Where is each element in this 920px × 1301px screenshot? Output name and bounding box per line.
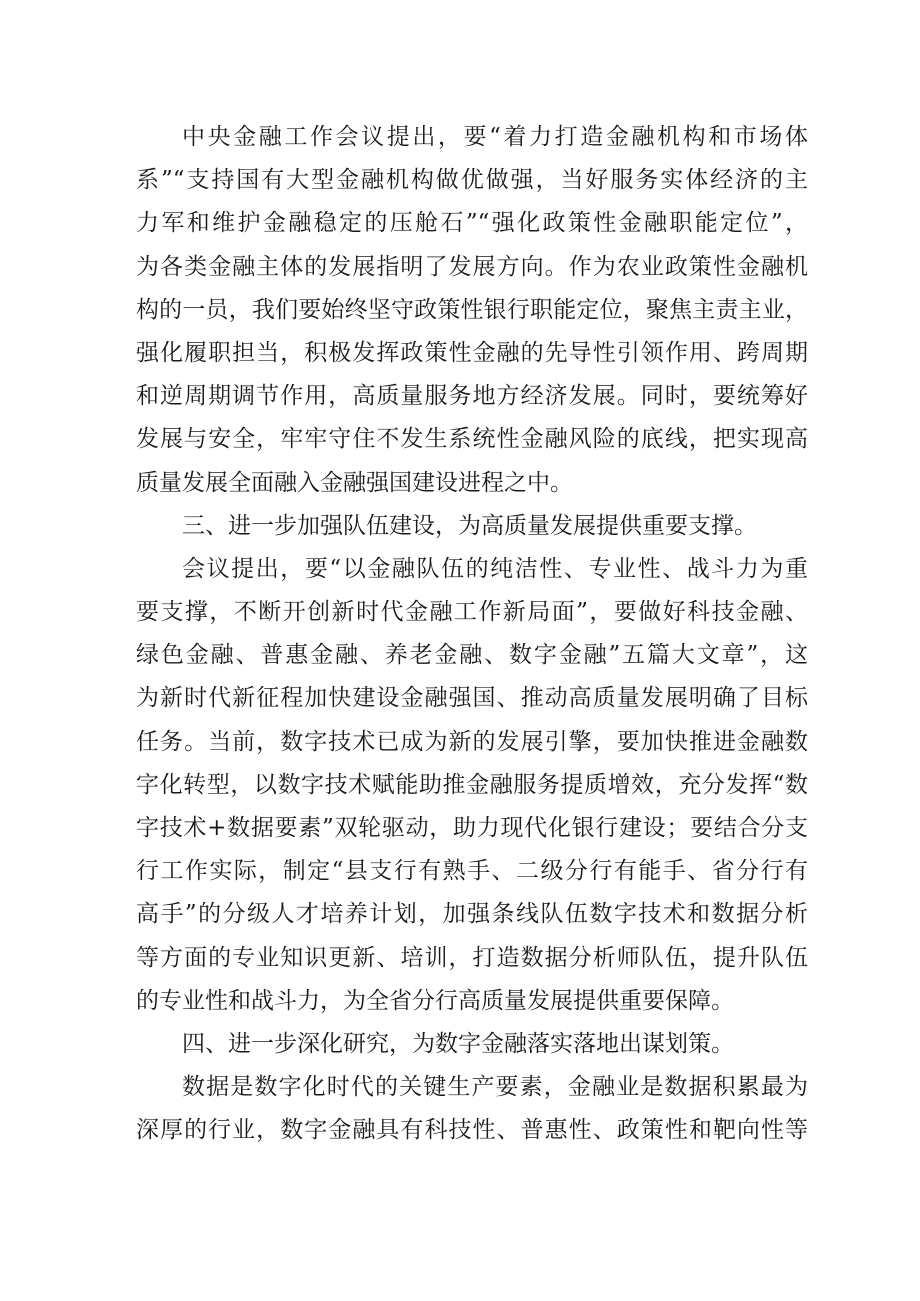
text-line: 质量发展全面融入金融强国建设进程之中。 bbox=[136, 469, 573, 496]
paragraph-data-research bbox=[136, 1066, 808, 1152]
text-line: 深厚的行业，数字金融具有科技性、普惠性、政策性和靶向性等 bbox=[136, 1117, 808, 1144]
text-line: 绿色金融、普惠金融、养老金融、数字金融”五篇大文章”，这 bbox=[136, 642, 808, 669]
paragraph-conference-proposal bbox=[136, 116, 808, 505]
text-line: 中央金融工作会议提出，要“着力打造金融机构和市场体 bbox=[182, 124, 808, 150]
text-line: 力军和维护金融稳定的压舱石”“强化政策性金融职能定位”， bbox=[136, 210, 808, 237]
heading-line: 三、进一步加强队伍建设，为高质量发展提供重要支撑。 bbox=[182, 512, 757, 539]
section-heading-three bbox=[136, 505, 808, 548]
text-line: 强化履职担当，积极发挥政策性金融的先导性引领作用、跨周期 bbox=[136, 339, 808, 366]
text-line: 行工作实际，制定“县支行有熟手、二级分行有能手、省分行有 bbox=[136, 858, 808, 885]
section-heading-four bbox=[136, 1023, 808, 1066]
text-line: 为各类金融主体的发展指明了发展方向。作为农业政策性金融机 bbox=[136, 253, 808, 280]
text-line: 任务。当前，数字技术已成为新的发展引擎，要加快推进金融数 bbox=[136, 728, 808, 755]
text-line: 的专业性和战斗力，为全省分行高质量发展提供重要保障。 bbox=[136, 987, 734, 1014]
text-line: 高手”的分级人才培养计划，加强条线队伍数字技术和数据分析 bbox=[136, 901, 808, 928]
text-line: 字化转型，以数字技术赋能助推金融服务提质增效，充分发挥“数 bbox=[136, 771, 808, 798]
paragraph-team-building bbox=[136, 548, 808, 1023]
text-line: 系”“支持国有大型金融机构做优做强，当好服务实体经济的主 bbox=[136, 167, 808, 194]
text-line: 要支撑，不断开创新时代金融工作新局面”，要做好科技金融、 bbox=[136, 599, 808, 626]
text-line: 构的一员，我们要始终坚守政策性银行职能定位，聚焦主责主业， bbox=[136, 296, 808, 323]
text-line: 等方面的专业知识更新、培训，打造数据分析师队伍，提升队伍 bbox=[136, 944, 808, 971]
text-line: 发展与安全，牢牢守住不发生系统性金融风险的底线，把实现高 bbox=[136, 426, 808, 453]
heading-line: 四、进一步深化研究，为数字金融落实落地出谋划策。 bbox=[182, 1030, 734, 1057]
text-line: 字技术+数据要素”双轮驱动，助力现代化银行建设；要结合分支 bbox=[136, 815, 808, 841]
text-line: 会议提出，要“以金融队伍的纯洁性、专业性、战斗力为重 bbox=[182, 555, 808, 582]
text-line: 数据是数字化时代的关键生产要素，金融业是数据积累最为 bbox=[182, 1074, 808, 1101]
text-line: 和逆周期调节作用，高质量服务地方经济发展。同时，要统筹好 bbox=[136, 383, 808, 410]
document-body bbox=[136, 116, 808, 1153]
text-line: 为新时代新征程加快建设金融强国、推动高质量发展明确了目标 bbox=[136, 685, 808, 712]
